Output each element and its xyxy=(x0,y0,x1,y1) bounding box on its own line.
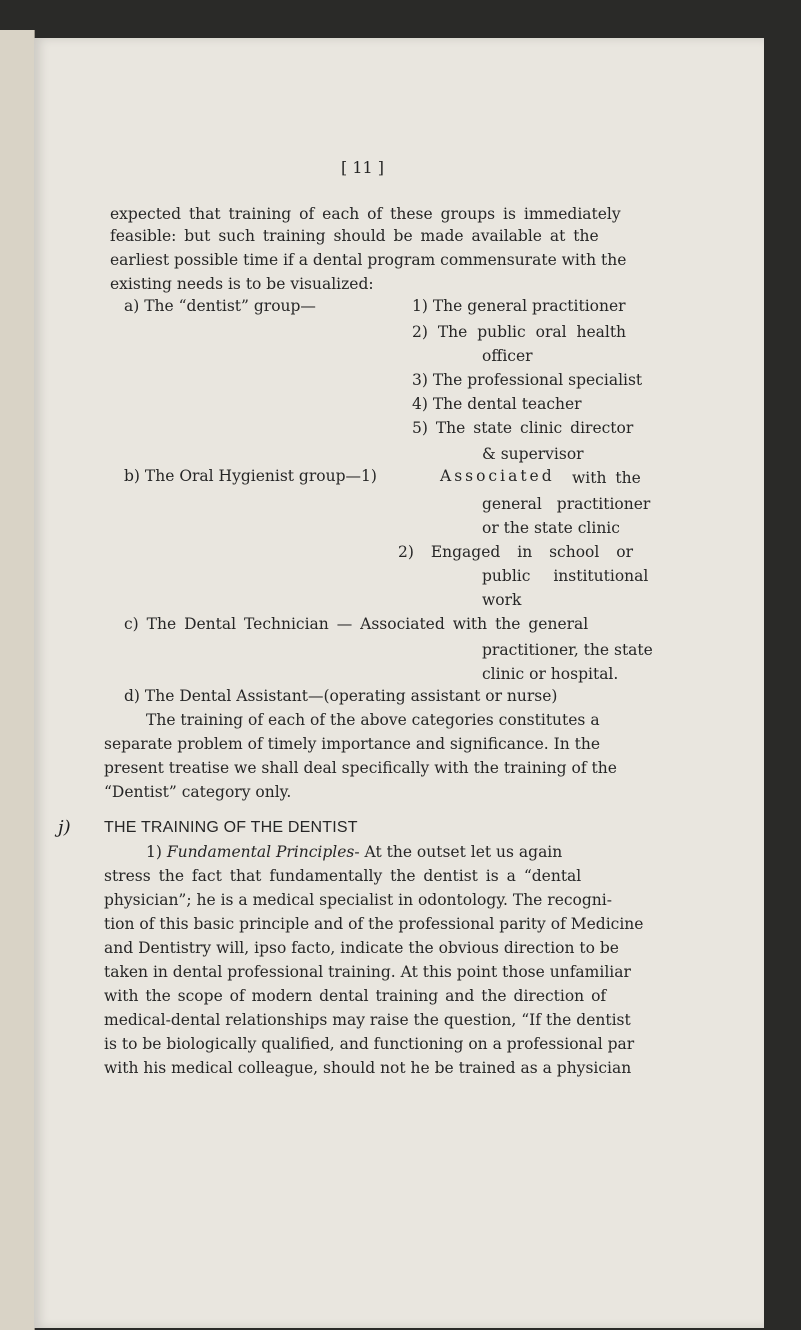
book-page xyxy=(34,38,764,1328)
page-number: [ 11 ] xyxy=(341,158,385,177)
section-heading: THE TRAINING OF THE DENTIST xyxy=(104,819,358,836)
list-a-item-3: 3) The professional specialist xyxy=(412,371,643,389)
paragraph-2-line-8: medical-dental relationships may raise the question, “If the dentist xyxy=(104,1011,631,1029)
list-b-item-1: Associated xyxy=(440,467,555,485)
list-c-line-2: practitioner, the state xyxy=(482,641,653,659)
list-c-line-3: clinic or hospital. xyxy=(482,665,619,683)
paragraph-2-line-7: with the scope of modern dental training and the direction of xyxy=(104,987,607,1005)
previous-page-edge xyxy=(0,30,35,1330)
paragraph-2-line-2: stress the fact that fundamentally the dentist is a “dental xyxy=(104,867,582,885)
paragraph-1-line-4: “Dentist” category only. xyxy=(104,783,292,801)
paragraph-2-line-3: physician”; he is a medical specialist in odontology. The recogni- xyxy=(104,891,612,909)
intro-line-2: feasible: but such training should be made available at the xyxy=(110,227,599,245)
paragraph-2-line-4: tion of this basic principle and of the professional parity of Medicine xyxy=(104,915,644,933)
margin-mark: j) xyxy=(58,817,71,838)
list-a-item-2-cont: officer xyxy=(482,347,533,365)
list-d: d) The Dental Assistant—(operating assistant or nurse) xyxy=(124,687,558,705)
intro-line-1: expected that training of each of these groups is immediately xyxy=(110,205,621,223)
paragraph-1-line-1: The training of each of the above categories constitutes a xyxy=(146,711,600,729)
list-a-item-5: 5) The state clinic director xyxy=(412,419,634,437)
paragraph-2-italic-title: Fundamental Principles xyxy=(166,843,355,861)
paragraph-2-line-6: taken in dental professional training. At this point those unfamiliar xyxy=(104,963,631,981)
list-a-item-1: 1) The general practitioner xyxy=(412,297,626,315)
list-a-item-4: 4) The dental teacher xyxy=(412,395,582,413)
list-c-line-1: c) The Dental Technician — Associated with the general xyxy=(124,615,589,633)
list-a-label: a) The “dentist” group— xyxy=(124,297,316,315)
list-b-item-1-cont-1: general practitioner xyxy=(482,495,651,513)
list-b-item-2-cont-2: work xyxy=(482,591,522,609)
paragraph-2-line-5: and Dentistry will, ipso facto, indicate the obvious direction to be xyxy=(104,939,619,957)
list-b-item-1-rest: with the xyxy=(572,469,641,487)
list-b-label: b) The Oral Hygienist group—1) xyxy=(124,467,377,485)
paragraph-2-first-rest: - At the outset let us again xyxy=(354,843,563,861)
intro-line-3: earliest possible time if a dental program commensurate with the xyxy=(110,251,627,269)
list-b-item-2: 2) Engaged in school or xyxy=(398,543,634,561)
list-a-item-2: 2) The public oral health xyxy=(412,323,627,341)
paragraph-2-number: 1) xyxy=(146,843,162,861)
list-a-item-5-cont: & supervisor xyxy=(482,445,584,463)
list-b-item-2-cont-1: public institutional xyxy=(482,567,649,585)
list-b-item-1-cont-2: or the state clinic xyxy=(482,519,620,537)
intro-line-4: existing needs is to be visualized: xyxy=(110,275,374,293)
paragraph-2-line-9: is to be biologically qualified, and functioning on a professional par xyxy=(104,1035,635,1053)
paragraph-1-line-2: separate problem of timely importance and significance. In the xyxy=(104,735,601,753)
paragraph-2-line-10: with his medical colleague, should not he be trained as a physician xyxy=(104,1059,632,1077)
paragraph-2-line-1 xyxy=(146,842,562,862)
paragraph-1-line-3: present treatise we shall deal specifically with the training of the xyxy=(104,759,617,777)
